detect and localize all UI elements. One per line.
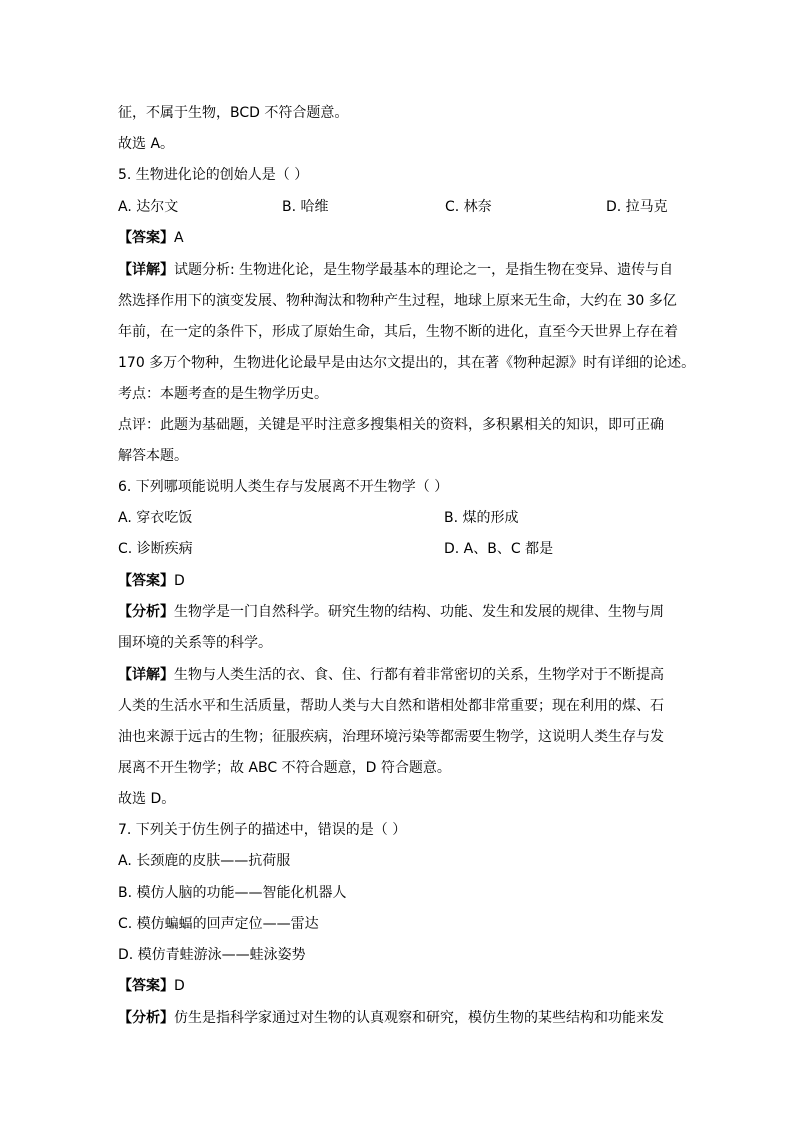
q5-detail-line: 年前，在一定的条件下，形成了原始生命，其后，生物不断的进化，直至今天世界上存在着 [118,324,678,340]
q5-option-d: D. 拉马克 [606,199,668,215]
q6-option-c: C. 诊断疾病 [118,541,193,557]
detail-tag: 【详解】 [118,667,174,683]
q7-option-c: C. 模仿蝙蝠的回声定位——雷达 [118,916,319,932]
q5-detail-line: 然选择作用下的演变发展、物种淘汰和物种产生过程，地球上原来无生命，大约在 30 多亿 [118,293,677,309]
q5-kaodian: 考点：本题考查的是生物学历史。 [118,386,328,402]
prev-conclusion: 故选 A。 [118,136,175,152]
q5-dianping-line: 点评：此题为基础题，关键是平时注意多搜集相关的资料，多积累相关的知识，即可正确 [118,417,664,433]
q6-answer [118,572,678,590]
detail-text: 生物与人类生活的衣、食、住、行都有着非常密切的关系，生物学对于不断提高 [174,667,664,683]
q5-option-a: A. 达尔文 [118,199,179,215]
q6-detail-line: 油也来源于远古的生物；征服疾病，治理环境污染等都需要生物学，这说明人类生存与发 [118,729,664,745]
answer-tag: 【答案】 [118,573,174,589]
q6-option-d: D. A、B、C 都是 [444,541,554,557]
q6-stem: 6. 下列哪项能说明人类生存与发展离不开生物学（ ） [118,479,449,495]
q6-option-a: A. 穿衣吃饭 [118,510,193,526]
q5-option-b: B. 哈维 [282,199,329,215]
answer-value: D [174,978,185,994]
q5-detail-line [118,261,678,279]
detail-text: 试题分析: 生物进化论，是生物学最基本的理论之一，是指生物在变异、遗传与自 [174,262,674,278]
q6-detail-line: 展离不开生物学；故 ABC 不符合题意，D 符合题意。 [118,760,451,776]
analysis-text: 仿生是指科学家通过对生物的认真观察和研究，模仿生物的某些结构和功能来发 [174,1010,664,1026]
q6-option-b: B. 煤的形成 [444,510,519,526]
q6-detail-line [118,666,678,684]
q6-conclusion: 故选 D。 [118,791,176,807]
answer-tag: 【答案】 [118,978,174,994]
analysis-tag: 【分析】 [118,1010,174,1026]
q6-analysis-line: 围环境的关系等的科学。 [118,635,272,651]
q6-analysis-line [118,603,678,621]
q5-detail-line: 170 多万个物种，生物进化论最早是由达尔文提出的，其在著《物种起源》时有详细的论述。 [118,355,696,371]
answer-tag: 【答案】 [118,230,174,246]
analysis-tag: 【分析】 [118,604,174,620]
q5-dianping-line: 解答本题。 [118,448,188,464]
answer-value: D [174,573,185,589]
q7-stem: 7. 下列关于仿生例子的描述中，错误的是（ ） [118,822,407,838]
q5-option-c: C. 林奈 [445,199,492,215]
analysis-text: 生物学是一门自然科学。研究生物的结构、功能、发生和发展的规律、生物与周 [174,604,664,620]
q5-stem: 5. 生物进化论的创始人是（ ） [118,167,309,183]
detail-tag: 【详解】 [118,262,174,278]
q7-option-d: D. 模仿青蛙游泳——蛙泳姿势 [118,947,306,963]
q7-option-b: B. 模仿人脑的功能——智能化机器人 [118,885,347,901]
prev-explanation-line: 征，不属于生物，BCD 不符合题意。 [118,105,349,121]
q5-answer [118,229,678,247]
q7-analysis-line [118,1009,678,1027]
q7-answer [118,977,678,995]
q7-option-a: A. 长颈鹿的皮肤——抗荷服 [118,853,291,869]
answer-value: A [174,230,184,246]
q6-detail-line: 人类的生活水平和生活质量，帮助人类与大自然和谐相处都非常重要；现在利用的煤、石 [118,698,664,714]
